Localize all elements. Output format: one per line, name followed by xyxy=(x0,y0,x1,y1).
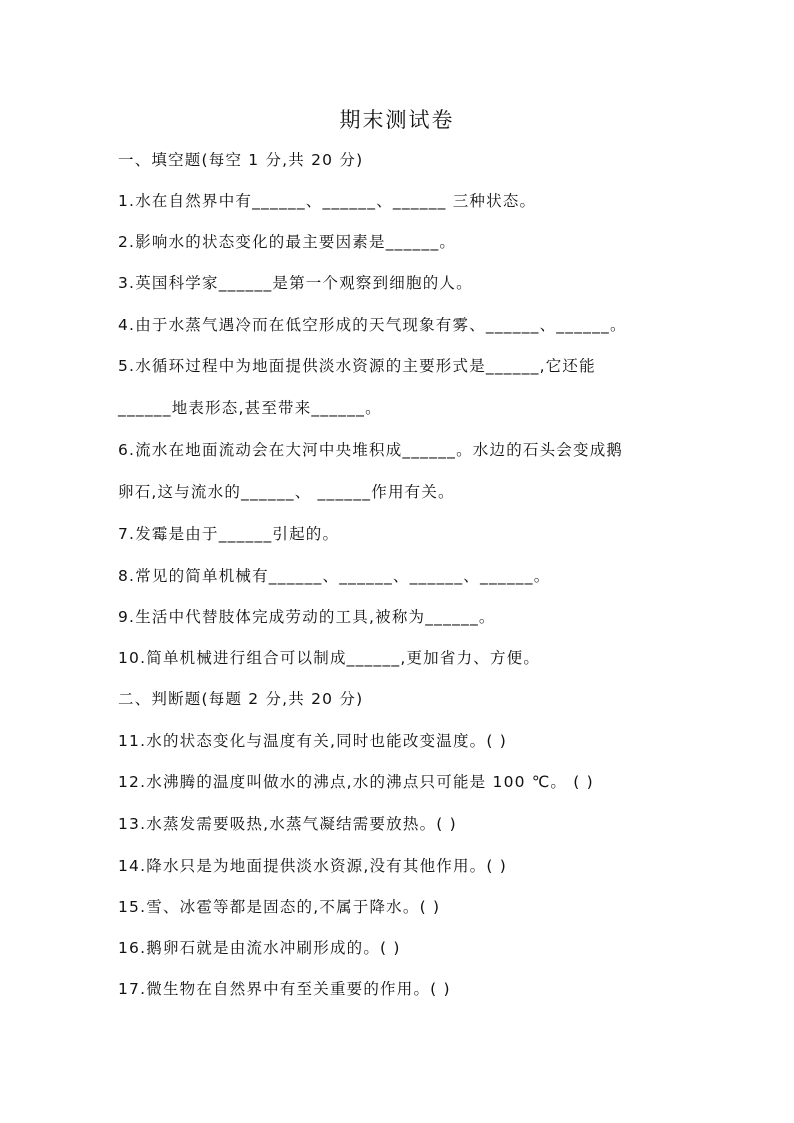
question-8: 8.常见的简单机械有______、______、______、______。 xyxy=(118,567,551,585)
question-10: 10.简单机械进行组合可以制成______,更加省力、方便。 xyxy=(118,649,541,667)
question-6-line-1: 6.流水在地面流动会在大河中央堆积成______。水边的石头会变成鹅 xyxy=(118,441,624,459)
question-3: 3.英国科学家______是第一个观察到细胞的人。 xyxy=(118,274,473,292)
question-5-line-2: ______地表形态,甚至带来______。 xyxy=(118,399,382,417)
question-17: 17.微生物在自然界中有至关重要的作用。( ) xyxy=(118,980,451,998)
question-11: 11.水的状态变化与温度有关,同时也能改变温度。( ) xyxy=(118,732,507,750)
question-14: 14.降水只是为地面提供淡水资源,没有其他作用。( ) xyxy=(118,857,507,875)
question-5-line-1: 5.水循环过程中为地面提供淡水资源的主要形式是______,它还能 xyxy=(118,357,596,375)
question-9: 9.生活中代替肢体完成劳动的工具,被称为______。 xyxy=(118,608,496,626)
question-13: 13.水蒸发需要吸热,水蒸气凝结需要放热。( ) xyxy=(118,815,457,833)
question-7: 7.发霉是由于______引起的。 xyxy=(118,525,340,543)
question-1: 1.水在自然界中有______、______、______ 三种状态。 xyxy=(118,192,537,210)
question-2: 2.影响水的状态变化的最主要因素是______。 xyxy=(118,233,457,251)
section-heading-fill-blank: 一、填空题(每空 1 分,共 20 分) xyxy=(118,151,364,169)
question-12: 12.水沸腾的温度叫做水的沸点,水的沸点只可能是 100 ℃。 ( ) xyxy=(118,773,594,791)
question-16: 16.鹅卵石就是由流水冲刷形成的。( ) xyxy=(118,939,401,957)
section-heading-true-false: 二、判断题(每题 2 分,共 20 分) xyxy=(118,690,364,708)
question-6-line-2: 卵石,这与流水的______、 ______作用有关。 xyxy=(118,483,455,501)
question-15: 15.雪、冰雹等都是固态的,不属于降水。( ) xyxy=(118,898,441,916)
question-4: 4.由于水蒸气遇冷而在低空形成的天气现象有雾、______、______。 xyxy=(118,316,627,334)
page-title: 期末测试卷 xyxy=(339,108,455,132)
